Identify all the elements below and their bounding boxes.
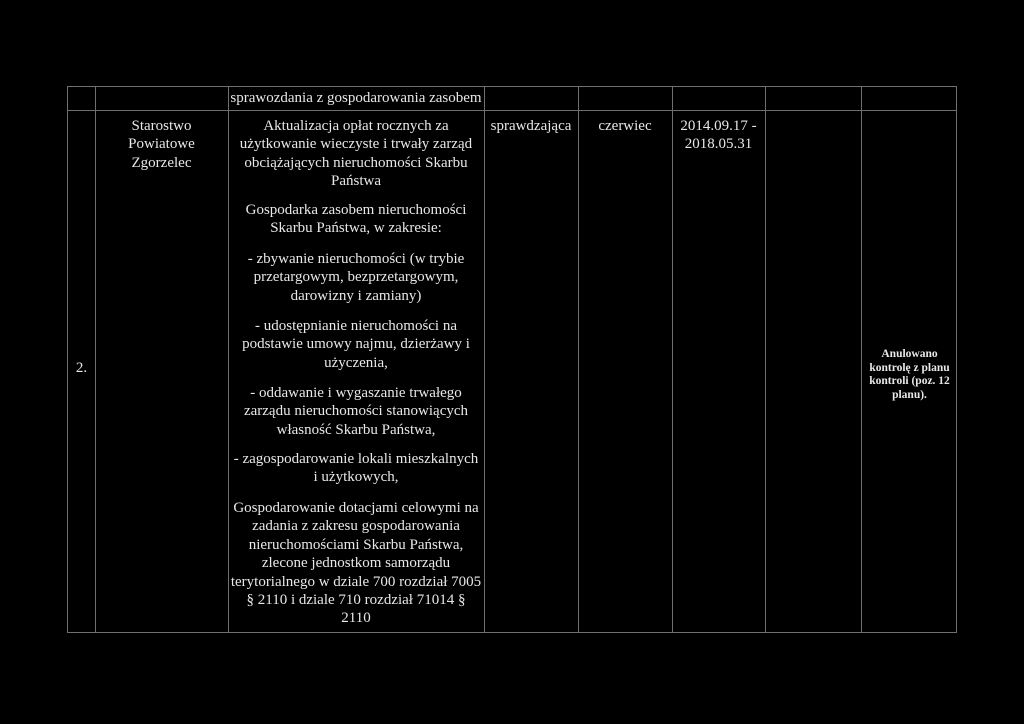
scope-property-management: [228, 201, 484, 238]
control-type: sprawdzająca: [490, 118, 572, 134]
scope-line: własność Skarbu Państwa,: [276, 421, 436, 438]
row-number: 2.: [75, 360, 88, 376]
scope-line: obciążających nieruchomości Skarbu: [244, 154, 468, 171]
column-divider: [672, 87, 673, 632]
column-divider: [861, 87, 862, 632]
scope-disposal: [228, 250, 484, 305]
scope-line: i użytkowych,: [313, 469, 399, 486]
unit-line: Powiatowe: [128, 136, 195, 153]
scope-subsidies: [228, 499, 484, 628]
unit-line: Zgorzelec: [131, 154, 192, 171]
scope-line: - udostępnianie nieruchomości na: [254, 318, 458, 334]
row-divider: [68, 110, 956, 111]
scope-line: Skarbu Państwa, w zakresie:: [270, 220, 442, 237]
scope-lease: [228, 317, 484, 372]
scope-line: Państwa: [331, 173, 381, 190]
cancellation-note: Anulowano kontrolę z planu kontroli (poz. 12 planu).: [869, 348, 950, 401]
scope-annual-fees: [228, 117, 484, 191]
scope-premises: [228, 450, 484, 487]
scope-line: Aktualizacja opłat rocznych za: [263, 118, 449, 134]
scope-permanent-management: [228, 384, 484, 439]
scope-line: terytorialnego w dziale 700 rozdział 7005: [230, 573, 482, 590]
scope-line: Gospodarka zasobem nieruchomości: [245, 202, 467, 218]
scope-line: zadania z zakresu gospodarowania: [252, 518, 460, 535]
scope-line: Gospodarowanie dotacjami celowymi na: [233, 500, 479, 516]
header-continuation: sprawozdania z gospodarowania zasobem: [230, 90, 482, 106]
column-divider: [578, 87, 579, 632]
column-divider: [765, 87, 766, 632]
scope-line: nieruchomościami Skarbu Państwa,: [248, 536, 464, 553]
scope-line: użyczenia,: [324, 354, 388, 371]
scope-line: zarządu nieruchomości stanowiących: [243, 403, 469, 420]
controlled-unit: [95, 117, 228, 172]
scope-line: - zbywanie nieruchomości (w trybie: [247, 251, 465, 267]
scope-line: 2110: [341, 610, 371, 627]
scope-line: § 2110 i dziale 710 rozdział 71014 §: [246, 592, 466, 609]
scope-line: przetargowym, bezprzetargowym,: [253, 269, 459, 286]
unit-line: Starostwo: [131, 118, 192, 134]
control-plan-table: [67, 86, 957, 633]
scope-line: zlecone jednostkom samorządu: [261, 555, 451, 572]
scope-line: - oddawanie i wygaszanie trwałego: [250, 385, 462, 401]
period-line: 2014.09.17 -: [680, 118, 757, 134]
control-month: czerwiec: [598, 118, 652, 134]
scope-line: użytkowanie wieczyste i trwały zarząd: [239, 136, 473, 153]
scope-line: darowizny i zamiany): [290, 287, 422, 304]
control-period: [672, 117, 765, 154]
column-divider: [484, 87, 485, 632]
period-line: 2018.05.31: [684, 136, 753, 153]
scope-line: - zagospodarowanie lokali mieszkalnych: [233, 451, 479, 467]
scope-line: podstawie umowy najmu, dzierżawy i: [242, 336, 470, 353]
